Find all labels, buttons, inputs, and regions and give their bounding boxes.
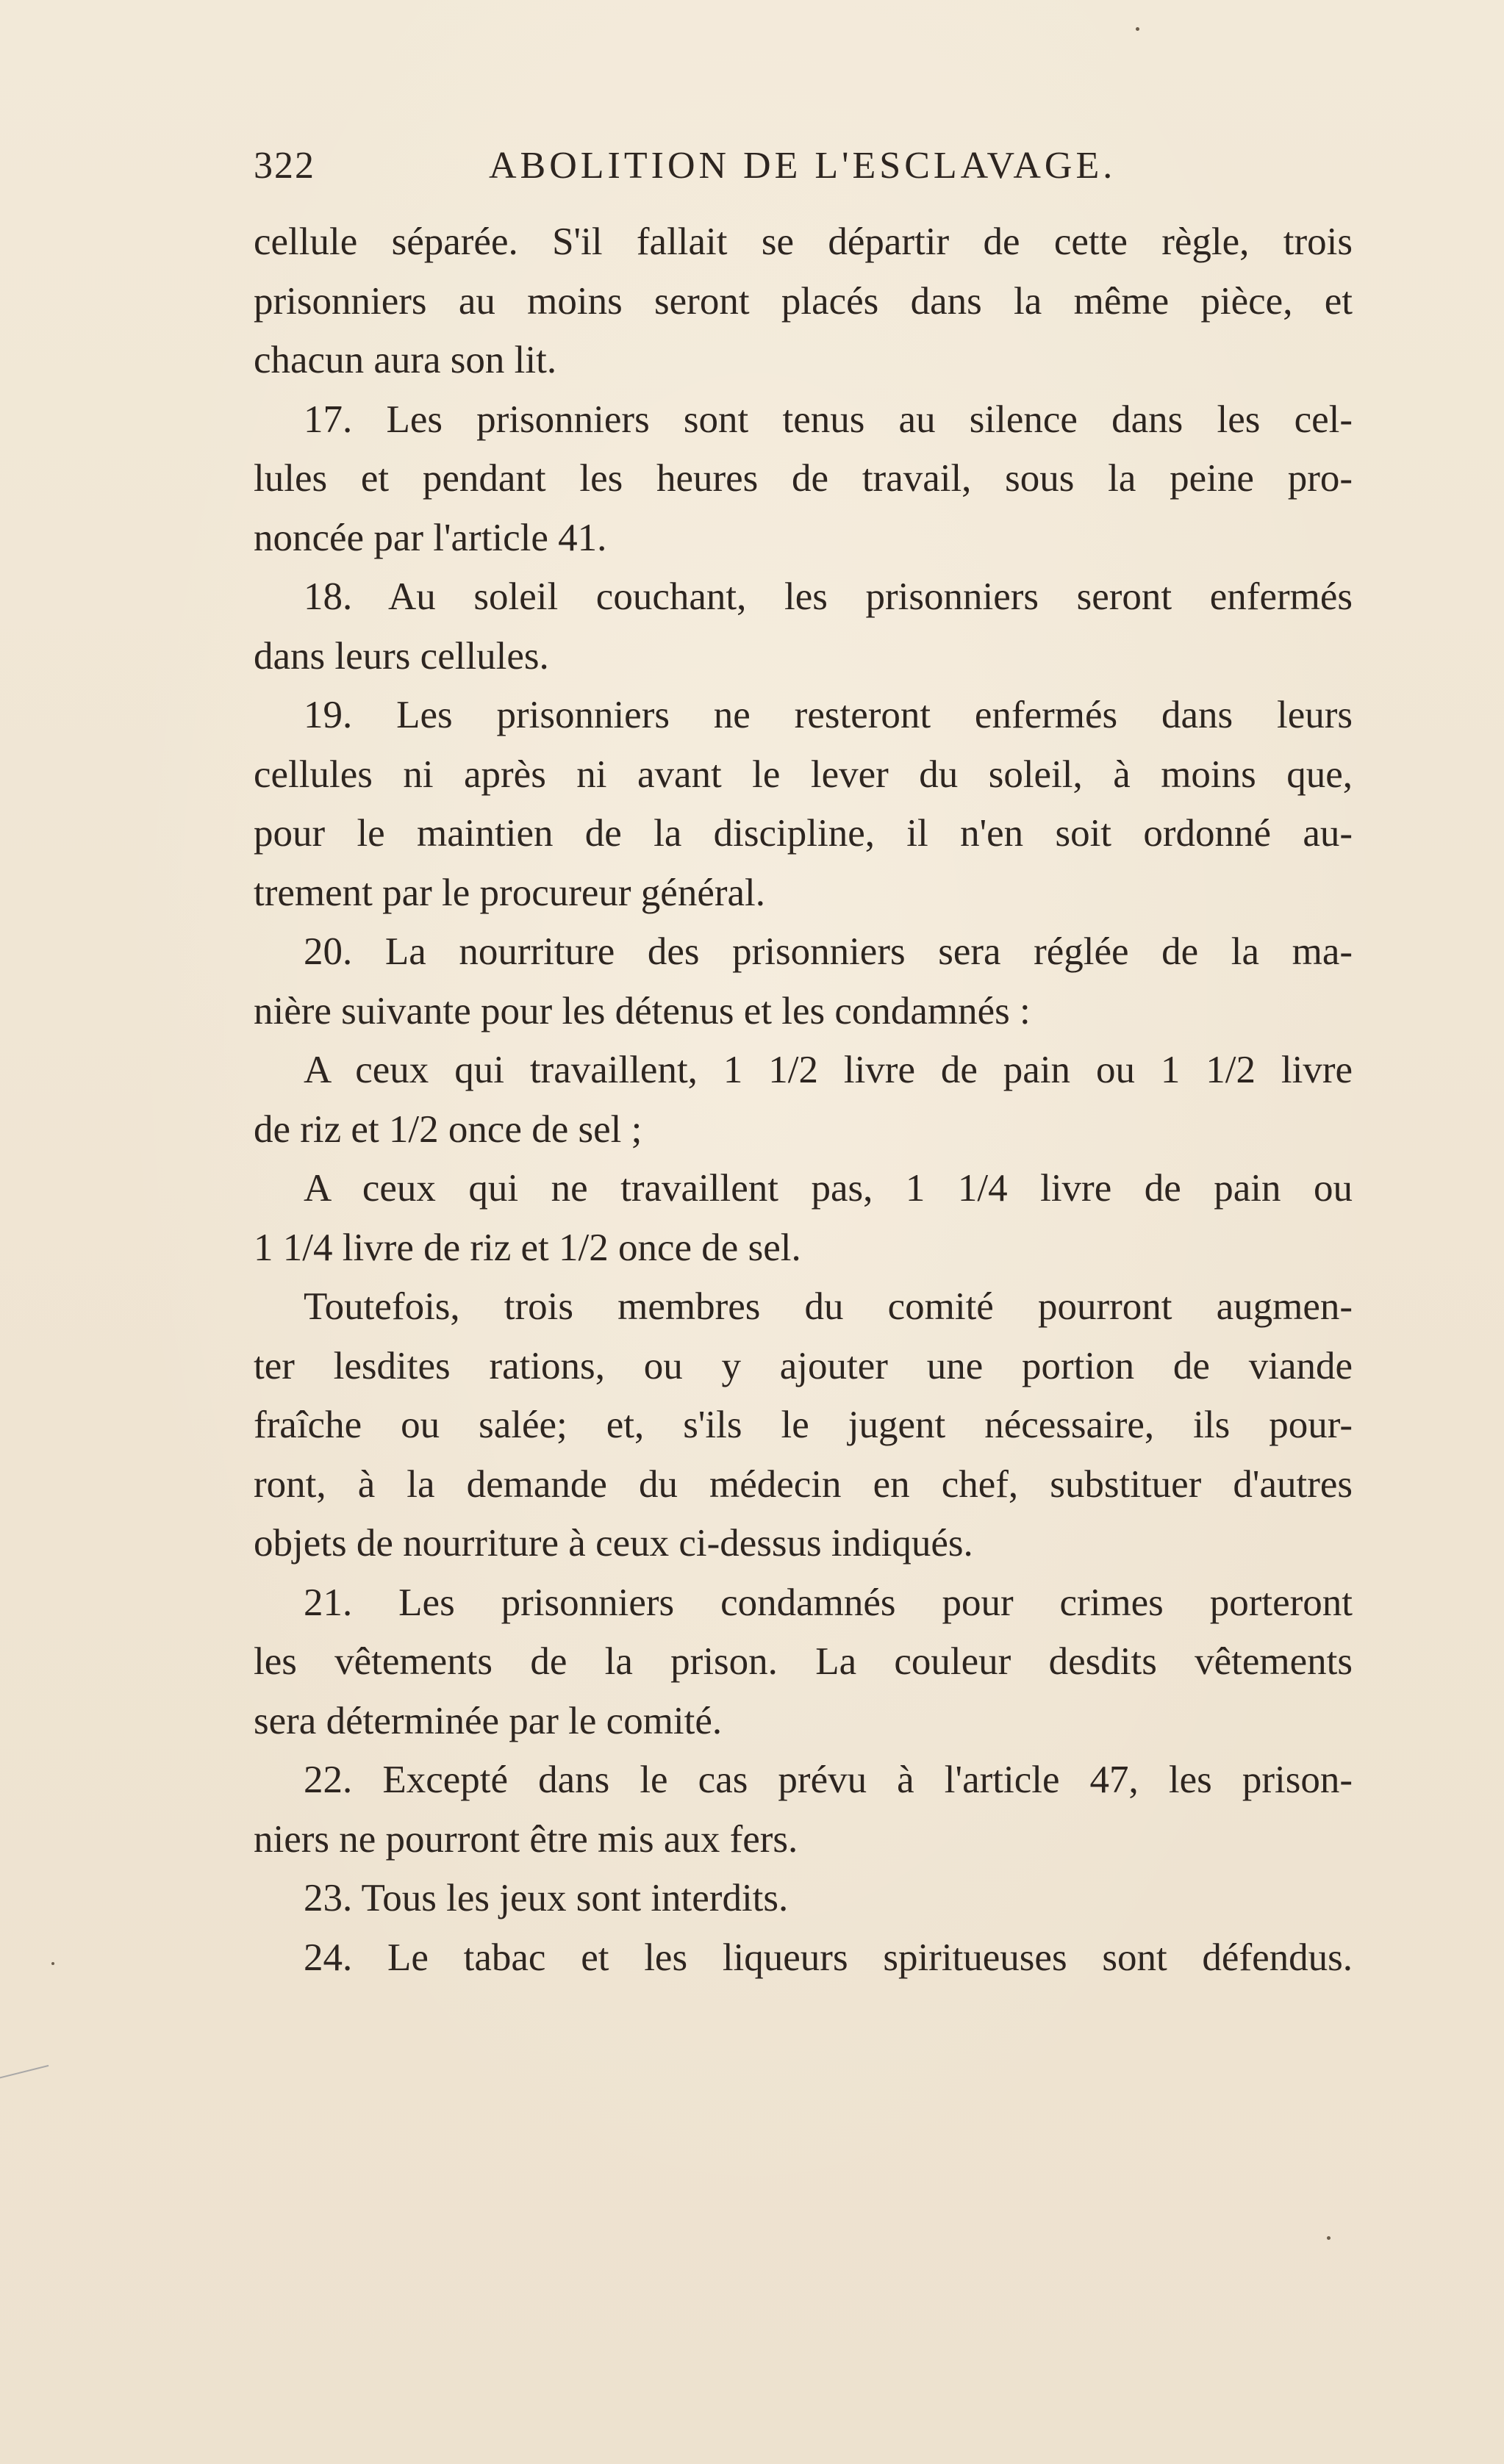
text-line: ter lesdites rations, ou y ajouter une portion de viande (254, 1344, 1353, 1387)
text-line: 18. Au soleil couchant, les prisonniers seront enfermés (304, 575, 1353, 618)
text-line: trement par le procureur général. (254, 871, 765, 914)
text-line: de riz et 1/2 once de sel ; (254, 1107, 642, 1151)
text-line: 20. La nourriture des prisonniers sera réglée de la ma- (304, 930, 1353, 973)
text-line: A ceux qui travaillent, 1 1/2 livre de pain ou 1 1/2 livre (304, 1049, 1353, 1091)
text-line: 24. Le tabac et les liqueurs spiritueuses sont défendus. (304, 1936, 1353, 1979)
text-line: objets de nourriture à ceux ci-dessus indiqués. (254, 1522, 973, 1565)
paper-speck (1327, 2236, 1331, 2240)
page-number: 322 (254, 145, 315, 187)
paper-speck (51, 1962, 54, 1965)
paper-speck (1136, 27, 1139, 31)
text-line: fraîche ou salée; et, s'ils le jugent nécessaire, ils pour- (254, 1404, 1353, 1446)
text-line: nière suivante pour les détenus et les condamnés : (254, 989, 1031, 1032)
text-line: 1 1/4 livre de riz et 1/2 once de sel. (254, 1226, 801, 1269)
text-line: lules et pendant les heures de travail, sous la peine pro- (254, 457, 1353, 500)
text-line: dans leurs cellules. (254, 634, 549, 678)
text-line: pour le maintien de la discipline, il n'en soit ordonné au- (254, 812, 1353, 855)
text-line: cellules ni après ni avant le lever du soleil, à moins que, (254, 753, 1353, 796)
text-line: les vêtements de la prison. La couleur desdits vêtements (254, 1640, 1353, 1683)
margin-mark (0, 2065, 53, 2096)
text-line: cellule séparée. S'il fallait se départir de cette règle, trois (254, 220, 1353, 263)
text-line: chacun aura son lit. (254, 339, 557, 381)
text-line: 19. Les prisonniers ne resteront enfermés dans leurs (304, 694, 1353, 736)
body-text (254, 212, 1353, 1987)
running-title: ABOLITION DE L'ESCLAVAGE. (489, 145, 1117, 187)
text-line: 23. Tous les jeux sont interdits. (304, 1877, 789, 1919)
page-header (254, 144, 1356, 195)
text-line: ront, à la demande du médecin en chef, substituer d'autres (254, 1462, 1353, 1506)
text-line: prisonniers au moins seront placés dans la même pièce, et (254, 279, 1353, 323)
text-line: 22. Excepté dans le cas prévu à l'article 47, les prison- (304, 1759, 1353, 1801)
text-line: noncée par l'article 41. (254, 516, 607, 559)
text-line: sera déterminée par le comité. (254, 1699, 723, 1742)
text-line: Toutefois, trois membres du comité pourront augmen- (304, 1285, 1353, 1328)
text-line: 17. Les prisonniers sont tenus au silence dans les cel- (304, 398, 1353, 441)
text-line: 21. Les prisonniers condamnés pour crimes porteront (304, 1581, 1353, 1624)
text-line: niers ne pourront être mis aux fers. (254, 1817, 798, 1861)
text-line: A ceux qui ne travaillent pas, 1 1/4 livre de pain ou (304, 1167, 1353, 1210)
